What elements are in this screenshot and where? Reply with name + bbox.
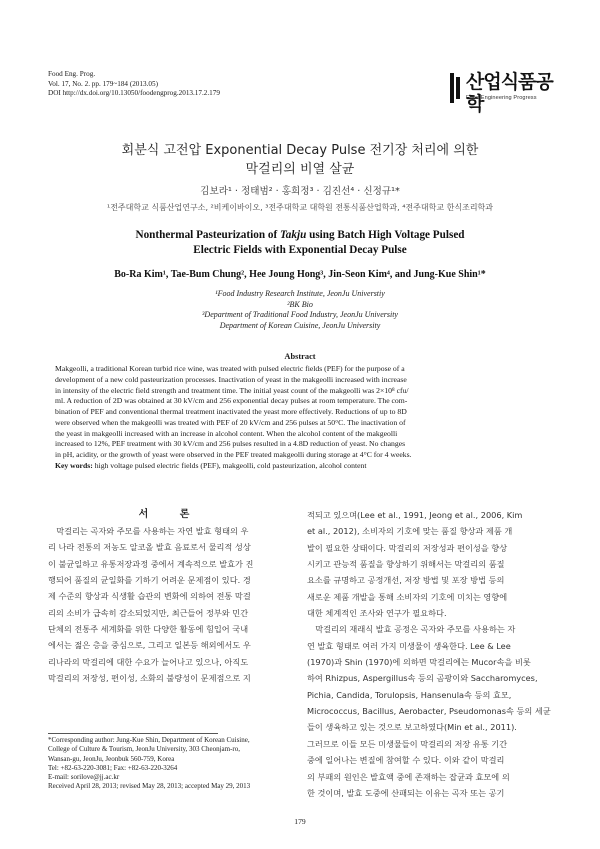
- keywords: [55, 461, 543, 470]
- abstract-line: development of a new cold pasteurization processes. Inactivation of yeast in the makgeolli increased with increase: [55, 374, 407, 384]
- journal-volume: Vol. 17, No. 2. pp. 179~184 (2013.05): [48, 79, 158, 88]
- body-line: Micrococcus, Bacillus, Aerobacter, Pseudomonas속 등의 세균: [307, 706, 551, 717]
- body-line: 단체의 전통주 세계화를 위한 다양한 활동에 힘입어 국내: [48, 624, 249, 635]
- body-line: 들이 생육하고 있는 것으로 보고하였다(Min et al., 2011).: [307, 722, 517, 733]
- abstract-line: bination of PEF and conventional thermal treatment inactivated the yeast more effectively. Reductions of up to 8D: [55, 407, 407, 416]
- footnote: [48, 736, 298, 792]
- section-heading-introduction: 서 론: [138, 509, 204, 520]
- logo-mark-icon: [448, 73, 462, 103]
- abstract-line: ml. A reduction of 2D was obtained at 30 kV/cm and 256 exponential decay pulses at room temperature. The com-: [55, 396, 408, 406]
- keywords-text: high voltage pulsed electric fields (PEF), makgeolli, cold pasteurization, alcohol content: [94, 461, 367, 470]
- affiliation-line: ¹Food Industry Research Institute, JeonJu Universtiy: [215, 289, 385, 298]
- keywords-label: Key words:: [55, 461, 93, 470]
- body-line: 한 것이며, 발효 도중에 산패되는 이유는 곡자 또는 공기: [307, 787, 505, 798]
- body-line: 하여 Rhizpus, Aspergillus속 등의 곰팡이와 Saccharomyces,: [307, 673, 538, 684]
- body-line: 리 나라 전통의 저농도 알코올 발효 음료로서 물리적 성상: [48, 542, 251, 553]
- affiliation-line: Department of Korean Cuisine, JeonJu University: [219, 320, 381, 330]
- body-line: 중에 일어나는 변질에 참여할 수 있다. 이와 같이 막걸리: [307, 755, 505, 766]
- left-column: [48, 523, 294, 686]
- abstract-line: in intensity of the electric field strength and treatment time. The initial yeast count of the makgeolli was 2×10⁸ cfu/: [55, 385, 409, 395]
- page-number: 179: [294, 817, 306, 826]
- abstract-body: [55, 364, 543, 461]
- body-line: 리나라의 막걸리에 대한 수요가 늘어나고 있으나, 아직도: [48, 656, 249, 667]
- english-title-part1: Nonthermal Pasteurization of: [135, 229, 280, 241]
- body-line: 제 수준의 향상과 식생활 습관의 변화에 의하여 전통 막걸: [48, 591, 251, 602]
- english-title-line2: Electric Fields with Exponential Decay Pulse: [193, 243, 407, 256]
- body-line: 새로운 제품 개발을 통해 소비자의 기호에 미치는 영향에: [307, 591, 508, 602]
- body-line: Pichia, Candida, Torulopsis, Hansenula속 등의 효모,: [307, 689, 512, 700]
- body-line: 그러므로 이들 모든 미생물들이 막걸리의 저장 유통 기간: [307, 738, 508, 749]
- korean-title-line1: 회분식 고전압 Exponential Decay Pulse 전기장 처리에 의한: [121, 143, 479, 158]
- footnote-line: *Corresponding author: Jung-Kue Shin, Department of Korean Cuisine,: [48, 736, 250, 744]
- english-authors: Bo-Ra Kim¹, Tae-Bum Chung², Hee Joung Hong³, Jin-Seon Kim⁴, and Jung-Kue Shin¹*: [114, 269, 486, 280]
- journal-header: [48, 70, 220, 99]
- journal-doi[interactable]: DOI http://dx.doi.org/10.13050/foodengprog.2013.17.2.179: [48, 89, 220, 98]
- footnote-email[interactable]: E-mail: sorilove@jj.ac.kr: [48, 773, 120, 782]
- body-line: 막걸리의 저장성, 편이성, 소화의 불량성이 문제점으로 지: [48, 673, 251, 684]
- body-line: 의 부패의 원인은 발효액 중에 존재하는 잡균과 효모에 의: [307, 771, 510, 782]
- body-line: 발이 필요한 상태이다. 막걸리의 저장성과 편이성을 향상: [307, 542, 508, 553]
- abstract-line: the yeast in makgeolli increased with an increase in alcohol content. When the alcohol content of the makgeolli: [55, 428, 398, 438]
- affiliation-line: ³Department of Traditional Food Industry, JeonJu University: [202, 310, 398, 320]
- english-title-takju: Takju: [279, 229, 307, 241]
- body-line: 요소를 규명하고 공정개선, 저장 방법 및 포장 방법 등의: [307, 575, 505, 586]
- footnote-line: College of Culture & Tourism, JeonJu University, 303 Cheonjam-ro,: [48, 745, 240, 754]
- body-line: 연 발효 형태로 여러 가지 미생물이 생육한다. Lee & Lee: [307, 640, 511, 651]
- english-title-part2: using Batch High Voltage Pulsed: [306, 229, 465, 241]
- korean-title-line2: 막걸리의 비열 살균: [245, 162, 355, 177]
- korean-authors: 김보라¹ · 정태범² · 홍희정³ · 김진선⁴ · 신정규¹*: [200, 186, 400, 197]
- logo-english-text: Food Engineering Progress: [466, 95, 537, 101]
- abstract-line: in pH, acidity, or the growth of yeast were observed in the PEF treated makgeolli during storage at 4°C for 4 weeks.: [55, 450, 412, 459]
- body-line: 행되어 품질의 균일화를 기하기 어려운 문제점이 있다. 경: [48, 575, 251, 586]
- footnote-divider: [48, 733, 218, 734]
- journal-name: Food Eng. Prog.: [48, 70, 96, 78]
- body-line: (1970)과 Shin (1970)에 의하면 막걸리에는 Mucor속을 비롯: [307, 657, 531, 668]
- english-title: [60, 228, 540, 257]
- body-line: 막걸리의 재래식 발효 공정은 곡자와 주모를 사용하는 자: [315, 624, 516, 635]
- body-line: 에서는 젊은 층을 중심으로, 그리고 일본등 해외에서도 우: [48, 640, 251, 651]
- footnote-line: Received April 28, 2013; revised May 28, 2013; accepted May 29, 2013: [48, 782, 251, 791]
- footnote-line: Tel: +82-63-220-3081; Fax: +82-63-220-3264: [48, 763, 178, 772]
- affiliation-line: ²BK Bio: [287, 299, 313, 309]
- body-line: et al., 2012), 소비자의 기호에 맞는 품질 향상과 제품 개: [307, 526, 513, 537]
- right-column: [307, 507, 553, 801]
- abstract-line: increased to 12%, PEF treatment with 30 kV/cm and 256 pulses resulted in a 4.8D reduction of yeast. No changes: [55, 439, 406, 449]
- body-line: 적되고 있으며(Lee et al., 1991, Jeong et al., 2006, Kim: [307, 510, 523, 520]
- footnote-line: Wansan-gu, JeonJu, Jeonbuk 560-759, Korea: [48, 754, 175, 763]
- english-affiliations: [60, 289, 540, 331]
- body-line: 대한 체계적인 조사와 연구가 필요하다.: [307, 608, 447, 619]
- abstract-heading: Abstract: [284, 352, 316, 361]
- logo-korean-text: 산업식품공학: [466, 71, 553, 115]
- body-line: 시키고 관능적 품질을 향상하기 위해서는 막걸리의 품질: [307, 559, 505, 570]
- abstract-line: were observed when the makgeolli was treated with PEF of 20 kV/cm and 256 pulses at 50°C. The inactivation of: [55, 417, 406, 427]
- body-line: 리의 소비가 급속히 감소되었지만, 최근들어 정부와 민간: [48, 607, 249, 618]
- korean-affiliations: ¹전주대학교 식품산업연구소, ²비케이바이오, ³전주대학교 대학원 전통식품산업학과, ⁴전주대학교 한식조리학과: [106, 203, 493, 212]
- journal-logo: [448, 70, 558, 115]
- abstract-line: Makgeolli, a traditional Korean turbid rice wine, was treated with pulsed electric fields (PEF) for the purpose of a: [55, 364, 405, 373]
- body-line: 막걸리는 곡자와 주모를 사용하는 자연 발효 형태의 우: [56, 526, 249, 536]
- body-line: 이 불균일하고 유통저장과정 중에서 계속적으로 발효가 진: [48, 558, 254, 569]
- korean-title: [60, 141, 540, 179]
